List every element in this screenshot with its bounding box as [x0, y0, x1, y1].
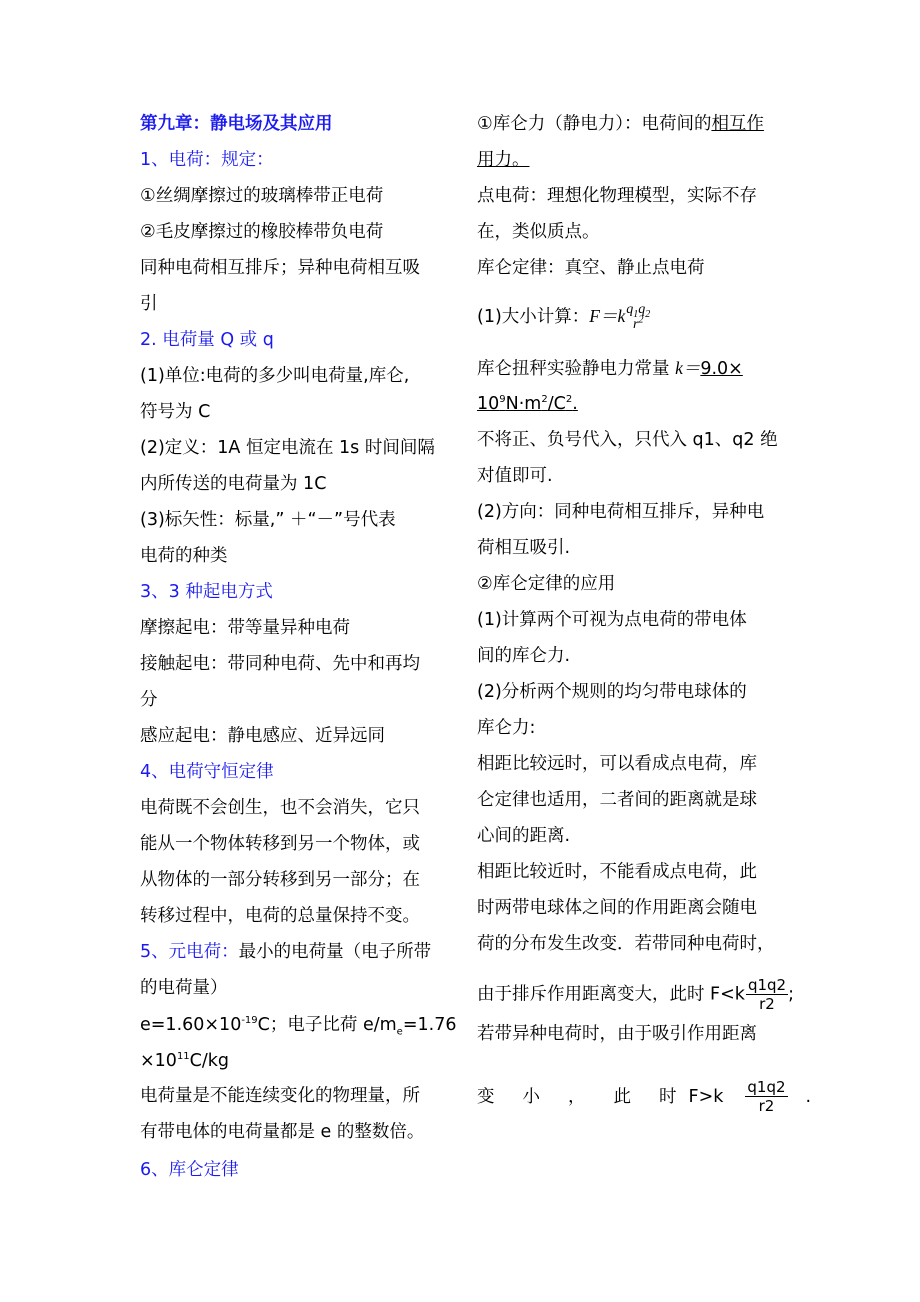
text: 间的库仑力.	[477, 646, 571, 666]
text-line	[140, 364, 409, 388]
text: 感应起电：静电感应、近异远同	[140, 726, 385, 746]
text: 6、库仑定律	[140, 1160, 239, 1180]
text-line	[140, 1120, 424, 1144]
text: 能从一个物体转移到另一个物体，或	[140, 834, 420, 854]
fraction	[746, 976, 788, 1013]
text: 引	[140, 294, 158, 314]
text-line	[477, 148, 530, 172]
word: 变	[477, 1086, 495, 1107]
exponent: -19	[241, 1015, 258, 1027]
section-heading	[140, 148, 274, 172]
text-line	[140, 940, 431, 964]
text-line	[140, 508, 396, 532]
text: C/kg	[189, 1051, 230, 1071]
text-line	[477, 716, 535, 740]
text-line	[477, 860, 757, 884]
text-line	[140, 796, 420, 820]
text: 电荷既不会创生，也不会消失，它只	[140, 798, 420, 818]
text: 9.0×	[700, 359, 743, 379]
exponent: 2	[541, 394, 548, 406]
formula-fraction	[626, 302, 650, 332]
text: 分	[140, 690, 158, 710]
text: q1q2	[747, 1078, 786, 1096]
text: 从物体的一部分转移到另一部分；在	[140, 870, 420, 890]
text-line	[477, 536, 570, 560]
constant-line	[477, 356, 743, 380]
text-line	[140, 652, 420, 676]
text-line	[477, 184, 757, 208]
text-line	[477, 428, 778, 452]
text: 4、电荷守恒定律	[140, 762, 274, 782]
text: ;	[788, 984, 794, 1005]
section-heading	[140, 328, 274, 352]
text-line	[477, 644, 570, 668]
text: 10	[477, 394, 500, 414]
text: (2)分析两个规则的均匀带电球体的	[477, 682, 747, 702]
subscript: 2	[645, 308, 651, 320]
text: 转移过程中，电荷的总量保持不变。	[140, 906, 420, 926]
text-line	[140, 400, 210, 424]
text: C；电子比荷 e/m	[257, 1015, 397, 1035]
section-heading: 5、元电荷：	[140, 942, 239, 962]
text: =1.76	[402, 1015, 457, 1035]
coulomb-formula	[477, 302, 651, 332]
text: 对值即可.	[477, 466, 553, 486]
text-line	[477, 608, 747, 632]
text: 荷相互吸引.	[477, 538, 571, 558]
text-line	[140, 184, 383, 208]
exponent: 2	[565, 394, 573, 406]
text-line	[140, 436, 435, 460]
text-line	[140, 1084, 420, 1108]
text: 用力。	[477, 150, 530, 170]
text-line	[140, 616, 350, 640]
chapter-title	[140, 112, 333, 136]
text-line	[140, 544, 228, 568]
text-line	[140, 688, 158, 712]
fraction	[745, 1078, 787, 1115]
text-line	[477, 896, 757, 920]
word: ，	[568, 1086, 586, 1107]
repel-line	[477, 976, 794, 1013]
word: 此	[613, 1086, 631, 1107]
text: .	[572, 394, 578, 414]
text: 荷的分布发生改变．若带同种电荷时，	[477, 934, 775, 954]
text-line	[477, 680, 747, 704]
text: 3、3 种起电方式	[140, 582, 273, 602]
text: 不将正、负号代入，只代入 q1、q2 绝	[477, 430, 778, 450]
word: F>k	[688, 1086, 724, 1107]
text: ①库仑力（静电力）：电荷间的	[477, 114, 712, 134]
text: 时两带电球体之间的作用距离会随电	[477, 898, 757, 918]
text: q	[626, 302, 634, 317]
word: 时	[659, 1086, 677, 1107]
text-line	[477, 256, 705, 280]
text: 由于排斥作用距离变大，此时 F<k	[477, 984, 745, 1005]
text-line	[477, 572, 615, 596]
text: 接触起电：带同种电荷、先中和再均	[140, 654, 420, 674]
text-line	[140, 832, 420, 856]
text: (2)定义：1A 恒定电流在 1s 时间间隔	[140, 438, 435, 458]
text: 点电荷：理想化物理模型，实际不存	[477, 186, 757, 206]
text: 库仑扭秤实验静电力常量	[477, 359, 676, 379]
text: r	[633, 317, 639, 332]
text-line	[477, 932, 775, 956]
exponent: 9	[499, 394, 506, 406]
text: 在，类似质点。	[477, 222, 600, 242]
text: r2	[759, 995, 775, 1013]
text: 库仑力:	[477, 718, 536, 738]
text-line	[477, 112, 764, 136]
text: e=1.60×10	[140, 1015, 242, 1035]
electron-charge-line	[140, 1013, 456, 1037]
exponent: 2	[638, 314, 644, 326]
text: 内所传送的电荷量为 1C	[140, 474, 327, 494]
text-line	[477, 752, 757, 776]
text-line	[477, 220, 600, 244]
text: ②库仑定律的应用	[477, 574, 616, 594]
text: 仑定律也适用，二者间的距离就是球	[477, 790, 757, 810]
text: q1q2	[747, 976, 787, 994]
text: ②毛皮摩擦过的橡胶棒带负电荷	[140, 222, 384, 242]
text-line	[140, 904, 420, 928]
text: 同种电荷相互排斥；异种电荷相互吸	[140, 258, 420, 278]
section-heading	[140, 760, 274, 784]
text: ①丝绸摩擦过的玻璃棒带正电荷	[140, 186, 384, 206]
text: /C	[547, 394, 566, 414]
attract-line	[477, 1078, 812, 1115]
text: .	[805, 1086, 812, 1107]
exponent: 11	[176, 1051, 190, 1063]
section-heading	[140, 580, 273, 604]
section-heading	[140, 1158, 239, 1182]
text: 心间的距离.	[477, 826, 571, 846]
text: 有带电体的电荷量都是 e 的整数倍。	[140, 1122, 425, 1142]
text-line	[477, 788, 757, 812]
text-line	[140, 256, 420, 280]
text: 若带异种电荷时，由于吸引作用距离	[477, 1024, 757, 1044]
text: 电荷量是不能连续变化的物理量，所	[140, 1086, 420, 1106]
text-line	[140, 220, 383, 244]
text-line	[477, 1022, 757, 1046]
text: r2	[758, 1097, 775, 1115]
text: 2. 电荷量 Q 或 q	[140, 330, 274, 350]
text-line	[477, 464, 553, 488]
constant-units	[477, 392, 578, 416]
subscript: e	[396, 1026, 403, 1038]
charge-ratio-line	[140, 1049, 229, 1073]
text-line	[140, 724, 385, 748]
text: 最小的电荷量（电子所带	[238, 942, 432, 962]
text: q	[638, 302, 646, 317]
text: 电荷的种类	[140, 546, 228, 566]
text: (1)大小计算：	[477, 307, 590, 327]
text: (2)方向：同种电荷相互排斥，异种电	[477, 502, 765, 522]
text-line	[140, 976, 228, 1000]
text: 第九章：静电场及其应用	[140, 114, 333, 134]
text: 的电荷量）	[140, 978, 228, 998]
text: ×10	[140, 1051, 177, 1071]
formula: F＝k	[589, 306, 626, 326]
k-symbol: k＝	[675, 358, 701, 378]
text: (3)标矢性：标量,” ＋“－”号代表	[140, 510, 396, 530]
text-line	[477, 824, 570, 848]
text: 符号为 C	[140, 402, 211, 422]
subscript: 1	[633, 308, 639, 320]
text: 相距比较远时，可以看成点电荷，库	[477, 754, 757, 774]
text-line	[140, 292, 158, 316]
text: 1、电荷：规定：	[140, 150, 274, 170]
text-line	[477, 500, 764, 524]
text: 相距比较近时，不能看成点电荷，此	[477, 862, 757, 882]
word: 小	[522, 1086, 540, 1107]
text-line	[140, 868, 420, 892]
text: 库仑定律：真空、静止点电荷	[477, 258, 705, 278]
text: (1)计算两个可视为点电荷的带电体	[477, 610, 747, 630]
text: 相互作	[711, 114, 764, 134]
text-line	[140, 472, 326, 496]
text: 摩擦起电：带等量异种电荷	[140, 618, 350, 638]
text: N·m	[505, 394, 542, 414]
text: (1)单位:电荷的多少叫电荷量,库仑,	[140, 366, 410, 386]
